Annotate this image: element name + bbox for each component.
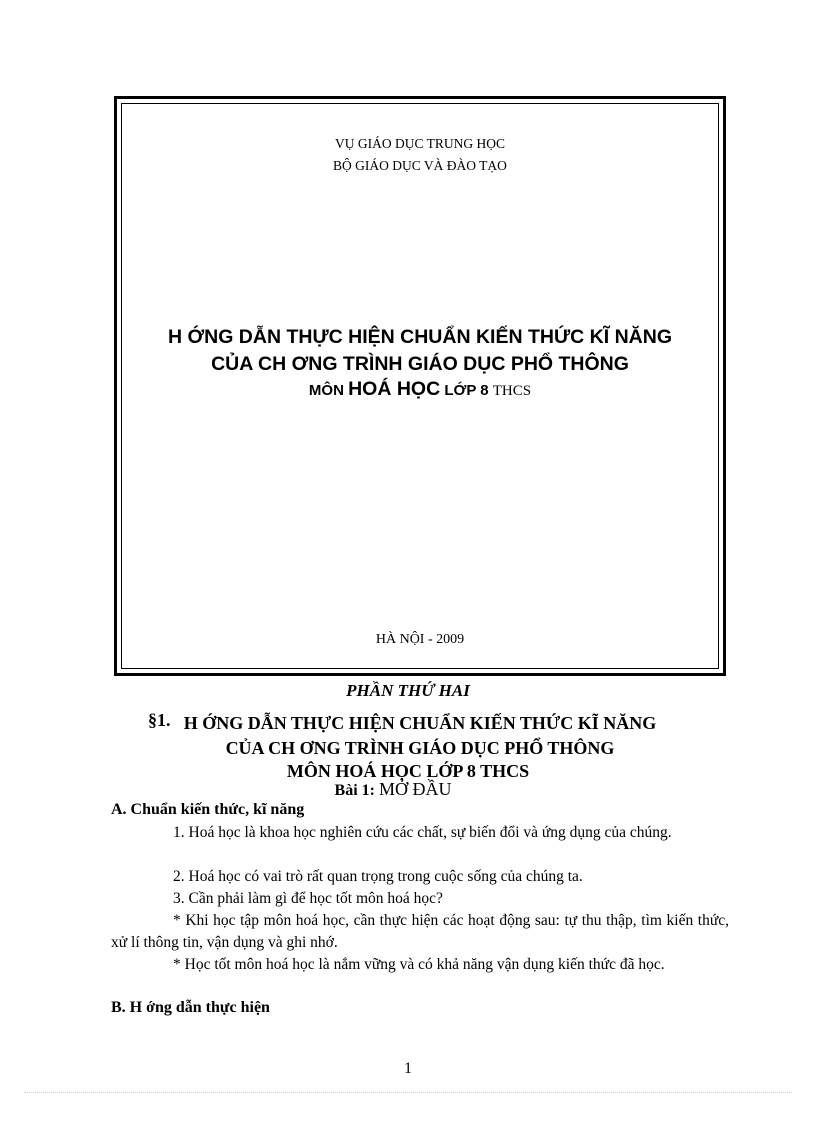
lesson-title — [0, 779, 816, 800]
subject-level: THCS — [492, 383, 532, 399]
lesson-label: Bài 1: — [334, 782, 375, 799]
part-title: PHẦN THỨ HAI — [346, 681, 470, 700]
section-title-line-1: H ỚNG DẪN THỰC HIỆN CHUẨN KIẾN THỨC KĨ NĂNG — [183, 713, 657, 733]
subject-grade: LỚP 8 — [444, 382, 489, 399]
cover-title-line-2: CỦA CH ƠNG TRÌNH GIÁO DỤC PHỔ THÔNG — [211, 353, 629, 375]
section-title-line-2: CỦA CH ƠNG TRÌNH GIÁO DỤC PHỔ THÔNG — [225, 738, 615, 758]
ministry-line-2: BỘ GIÁO DỤC VÀ ĐÀO TẠO — [333, 158, 507, 173]
footer-divider — [24, 1092, 792, 1093]
paragraph-1: 1. Hoá học là khoa học nghiên cứu các chất, sự biến đổi và ứng dụng của chúng. — [173, 824, 672, 841]
heading-b: B. H ớng dẫn thực hiện — [111, 999, 270, 1016]
cover-subject-line — [122, 377, 718, 403]
paragraph-5: * Học tốt môn hoá học là nắm vững và có khả năng vận dụng kiến thức đã học. — [173, 956, 665, 973]
paragraph-3: 3. Cần phải làm gì để học tốt môn hoá học? — [173, 890, 443, 907]
cover-frame-inner — [121, 103, 719, 669]
section-title-line-3: MÔN HOÁ HỌC LỚP 8 THCS — [286, 761, 530, 781]
page-number: 1 — [404, 1060, 412, 1077]
paragraph-2: 2. Hoá học có vai trò rất quan trọng trong cuộc sống của chúng ta. — [173, 868, 583, 885]
ministry-line-1: VỤ GIÁO DỤC TRUNG HỌC — [334, 136, 505, 151]
paragraph-4: * Khi học tập môn hoá học, cần thực hiện các hoạt động sau: tự thu thập, tìm kiến thức, xử lí thông tin, vận dụng và ghi nhớ. — [111, 912, 729, 951]
cover-title-line-1: H ỚNG DẪN THỰC HIỆN CHUẨN KIẾN THỨC KĨ NĂNG — [168, 326, 672, 348]
lesson-name: MỞ ĐẦU — [378, 779, 452, 799]
cover-frame — [114, 96, 726, 676]
subject-name: HOÁ HỌC — [348, 378, 441, 400]
place-year: HÀ NỘI - 2009 — [375, 632, 465, 647]
section-mark: §1. — [148, 710, 171, 730]
heading-a: A. Chuẩn kiến thức, kĩ năng — [111, 801, 305, 818]
subject-prefix: MÔN — [308, 382, 344, 399]
